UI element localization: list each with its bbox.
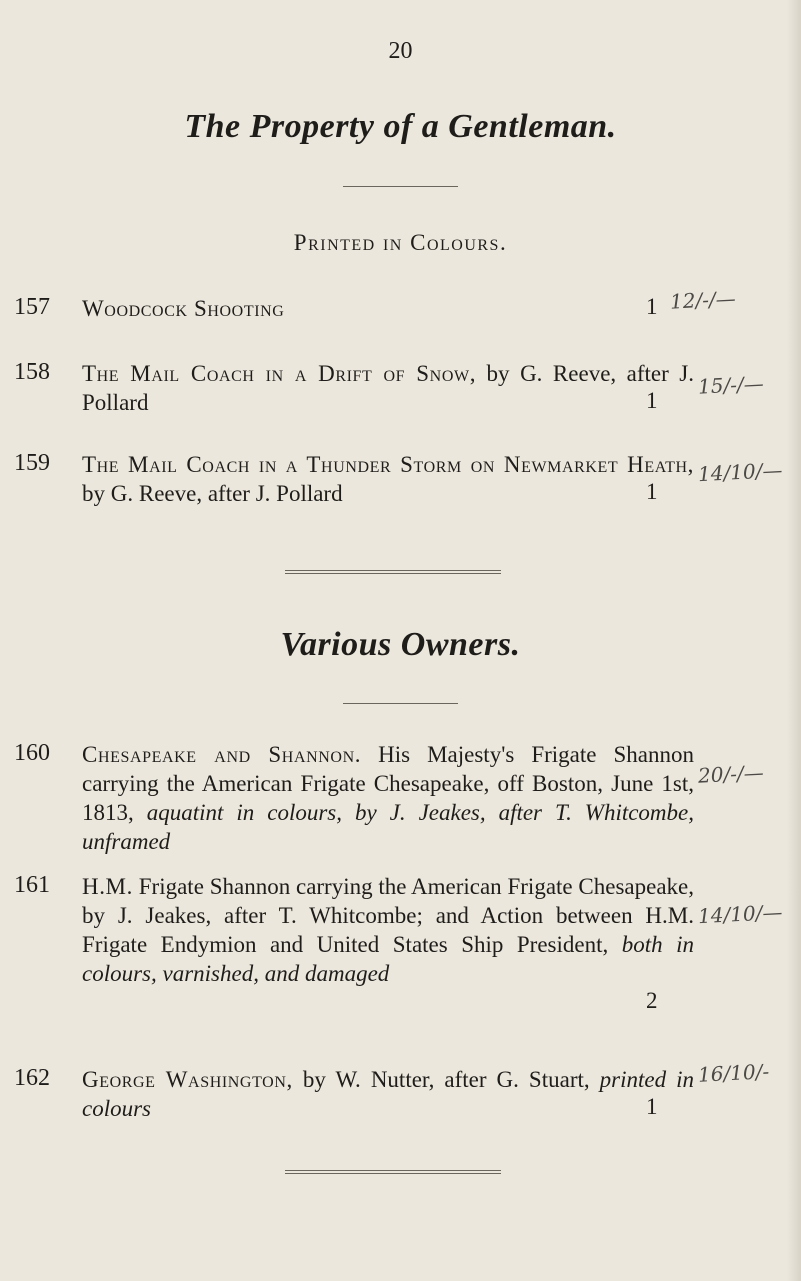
- lot-title: Woodcock Shooting: [82, 296, 285, 321]
- lot-number: 161: [14, 872, 50, 898]
- section-divider: [285, 570, 501, 574]
- lot-quantity: 1: [646, 294, 658, 319]
- lot-description: [82, 1065, 694, 1123]
- lot-quantity: 1: [646, 479, 658, 504]
- lot-quantity: 2: [646, 988, 658, 1013]
- page-number: 20: [388, 38, 413, 64]
- lot-italic-note: printed in colours: [82, 1067, 694, 1121]
- lot-number: 157: [14, 294, 50, 320]
- lot-title: The Mail Coach in a Drift of Snow,: [82, 361, 477, 386]
- lot-description: [82, 359, 694, 417]
- section-title-gentleman: The Property of a Gentleman.: [184, 108, 617, 145]
- lot-number: 160: [14, 740, 50, 766]
- page-edge-shadow: [787, 0, 801, 1281]
- lot-details: His Majesty's Frigate Shannon carrying the American Frigate Chesapeake, off Boston, June 1st, 1813,: [82, 742, 694, 825]
- lot-title: Chesapeake and Shannon.: [82, 742, 362, 767]
- handwritten-price: 16/10/-: [697, 1059, 770, 1087]
- handwritten-price: 14/10/—: [697, 457, 783, 487]
- lot-title: The Mail Coach in a Thunder Storm on Newmarket Heath,: [82, 452, 694, 477]
- handwritten-price: 15/-/—: [697, 371, 765, 399]
- lot-details: by G. Reeve, after J. Pollard: [82, 481, 343, 506]
- lot-details: by G. Reeve, after J. Pollard: [82, 361, 694, 415]
- handwritten-price: 20/-/—: [697, 760, 765, 788]
- lot-description: [82, 294, 694, 323]
- lot-description: [82, 450, 694, 508]
- lot-number: 158: [14, 359, 50, 385]
- section-title-various-owners: Various Owners.: [280, 626, 521, 663]
- handwritten-price: 14/10/—: [697, 899, 783, 929]
- section-divider: [285, 1170, 501, 1174]
- lot-title: George Washington,: [82, 1067, 293, 1092]
- lot-number: 159: [14, 450, 50, 476]
- lot-details: Frigate Shannon carrying the American Frigate Chesapeake, by J. Jeakes, after T. Whitcombe; and Action between H.M. Frigate Endymion and United States Ship President,: [82, 874, 694, 957]
- lot-italic-note: aquatint in colours, by J. Jeakes, after T. Whitcombe, unframed: [82, 800, 695, 854]
- lot-description: [82, 740, 694, 856]
- lot-quantity: 1: [646, 1094, 658, 1119]
- lot-title: H.M.: [82, 874, 133, 899]
- lot-description: [82, 872, 694, 988]
- short-rule: [343, 703, 458, 704]
- handwritten-price: 12/-/—: [669, 286, 737, 314]
- lot-quantity: 1: [646, 388, 658, 413]
- short-rule: [343, 186, 458, 187]
- lot-number: 162: [14, 1065, 50, 1091]
- lot-italic-note: both in colours, varnished, and damaged: [82, 932, 694, 986]
- subheading-printed-in-colours: Printed in Colours.: [293, 230, 508, 255]
- lot-details: by W. Nutter, after G. Stuart,: [292, 1067, 600, 1092]
